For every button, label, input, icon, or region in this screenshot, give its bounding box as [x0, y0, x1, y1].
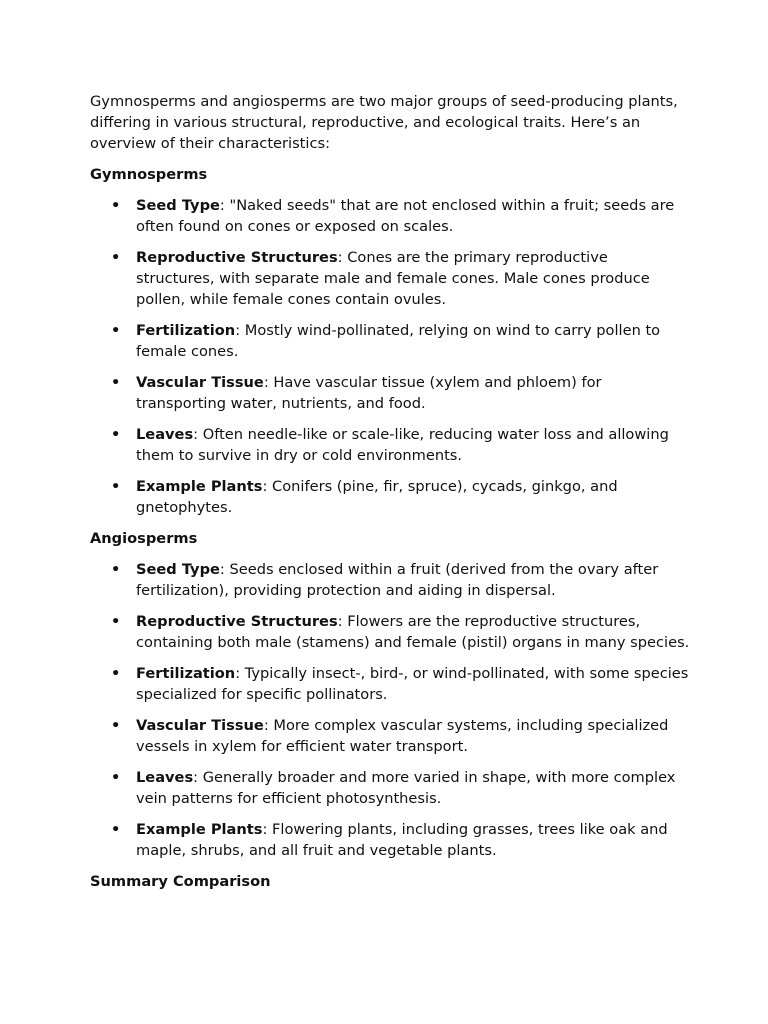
- item-term: Leaves: [136, 769, 194, 786]
- section-heading: Angiosperms: [90, 530, 198, 547]
- list-item: [90, 819, 690, 861]
- item-term: Vascular Tissue: [136, 717, 264, 734]
- bullet-icon: •: [111, 717, 121, 734]
- section-heading: Gymnosperms: [90, 166, 208, 183]
- bullet-icon: •: [111, 426, 121, 443]
- item-term: Seed Type: [136, 197, 220, 214]
- list-item: [90, 320, 690, 362]
- item-text: : Flowers are the reproductive structures, containing both male (stamens) and female (pistil) organs in many species.: [136, 613, 690, 651]
- bullet-icon: •: [111, 249, 121, 266]
- list-item: [90, 663, 690, 705]
- item-term: Vascular Tissue: [136, 374, 264, 391]
- document-page: [90, 91, 690, 902]
- list-item: [90, 476, 690, 518]
- section-gymnosperms: [90, 164, 690, 518]
- list-item: [90, 611, 690, 653]
- item-term: Example Plants: [136, 478, 263, 495]
- item-text: : Flowering plants, including grasses, trees like oak and maple, shrubs, and all fruit and vegetable plants.: [136, 821, 668, 859]
- item-term: Example Plants: [136, 821, 263, 838]
- summary-heading: Summary Comparison: [90, 873, 271, 890]
- list-item: [90, 424, 690, 466]
- item-text: : More complex vascular systems, including specialized vessels in xylem for efficient water transport.: [136, 717, 669, 755]
- bullet-icon: •: [111, 197, 121, 214]
- item-term: Leaves: [136, 426, 194, 443]
- bullet-icon: •: [111, 322, 121, 339]
- bullet-icon: •: [111, 821, 121, 838]
- section-angiosperms: [90, 528, 690, 861]
- bullet-list: [90, 195, 690, 518]
- bullet-icon: •: [111, 374, 121, 391]
- item-text: : Generally broader and more varied in shape, with more complex vein patterns for efficient photosynthesis.: [136, 769, 676, 807]
- item-text: : Have vascular tissue (xylem and phloem) for transporting water, nutrients, and food.: [136, 374, 602, 412]
- item-text: : Typically insect-, bird-, or wind-pollinated, with some species specialized for specific pollinators.: [136, 665, 689, 703]
- item-term: Seed Type: [136, 561, 220, 578]
- item-term: Reproductive Structures: [136, 613, 338, 630]
- list-item: [90, 715, 690, 757]
- item-text: : Conifers (pine, fir, spruce), cycads, ginkgo, and gnetophytes.: [136, 478, 618, 516]
- list-item: [90, 247, 690, 310]
- bullet-icon: •: [111, 769, 121, 786]
- bullet-icon: •: [111, 478, 121, 495]
- list-item: [90, 195, 690, 237]
- item-text: : Seeds enclosed within a fruit (derived from the ovary after fertilization), providing protection and aiding in dispersal.: [136, 561, 659, 599]
- item-term: Fertilization: [136, 322, 236, 339]
- bullet-icon: •: [111, 665, 121, 682]
- item-text: : Mostly wind-pollinated, relying on wind to carry pollen to female cones.: [136, 322, 661, 360]
- list-item: [90, 767, 690, 809]
- bullet-icon: •: [111, 613, 121, 630]
- bullet-list: [90, 559, 690, 861]
- list-item: [90, 372, 690, 414]
- item-text: : Cones are the primary reproductive structures, with separate male and female cones. Male cones produce pollen, while female cones contain ovules.: [136, 249, 650, 308]
- bullet-icon: •: [111, 561, 121, 578]
- item-term: Reproductive Structures: [136, 249, 338, 266]
- item-text: : "Naked seeds" that are not enclosed within a fruit; seeds are often found on cones or exposed on scales.: [136, 197, 675, 235]
- item-term: Fertilization: [136, 665, 236, 682]
- item-text: : Often needle-like or scale-like, reducing water loss and allowing them to survive in dry or cold environments.: [136, 426, 669, 464]
- intro-paragraph: Gymnosperms and angiosperms are two major groups of seed-producing plants, differing in various structural, reproductive, and ecological traits. Here’s an overview of their characteristics:: [90, 93, 678, 152]
- list-item: [90, 559, 690, 601]
